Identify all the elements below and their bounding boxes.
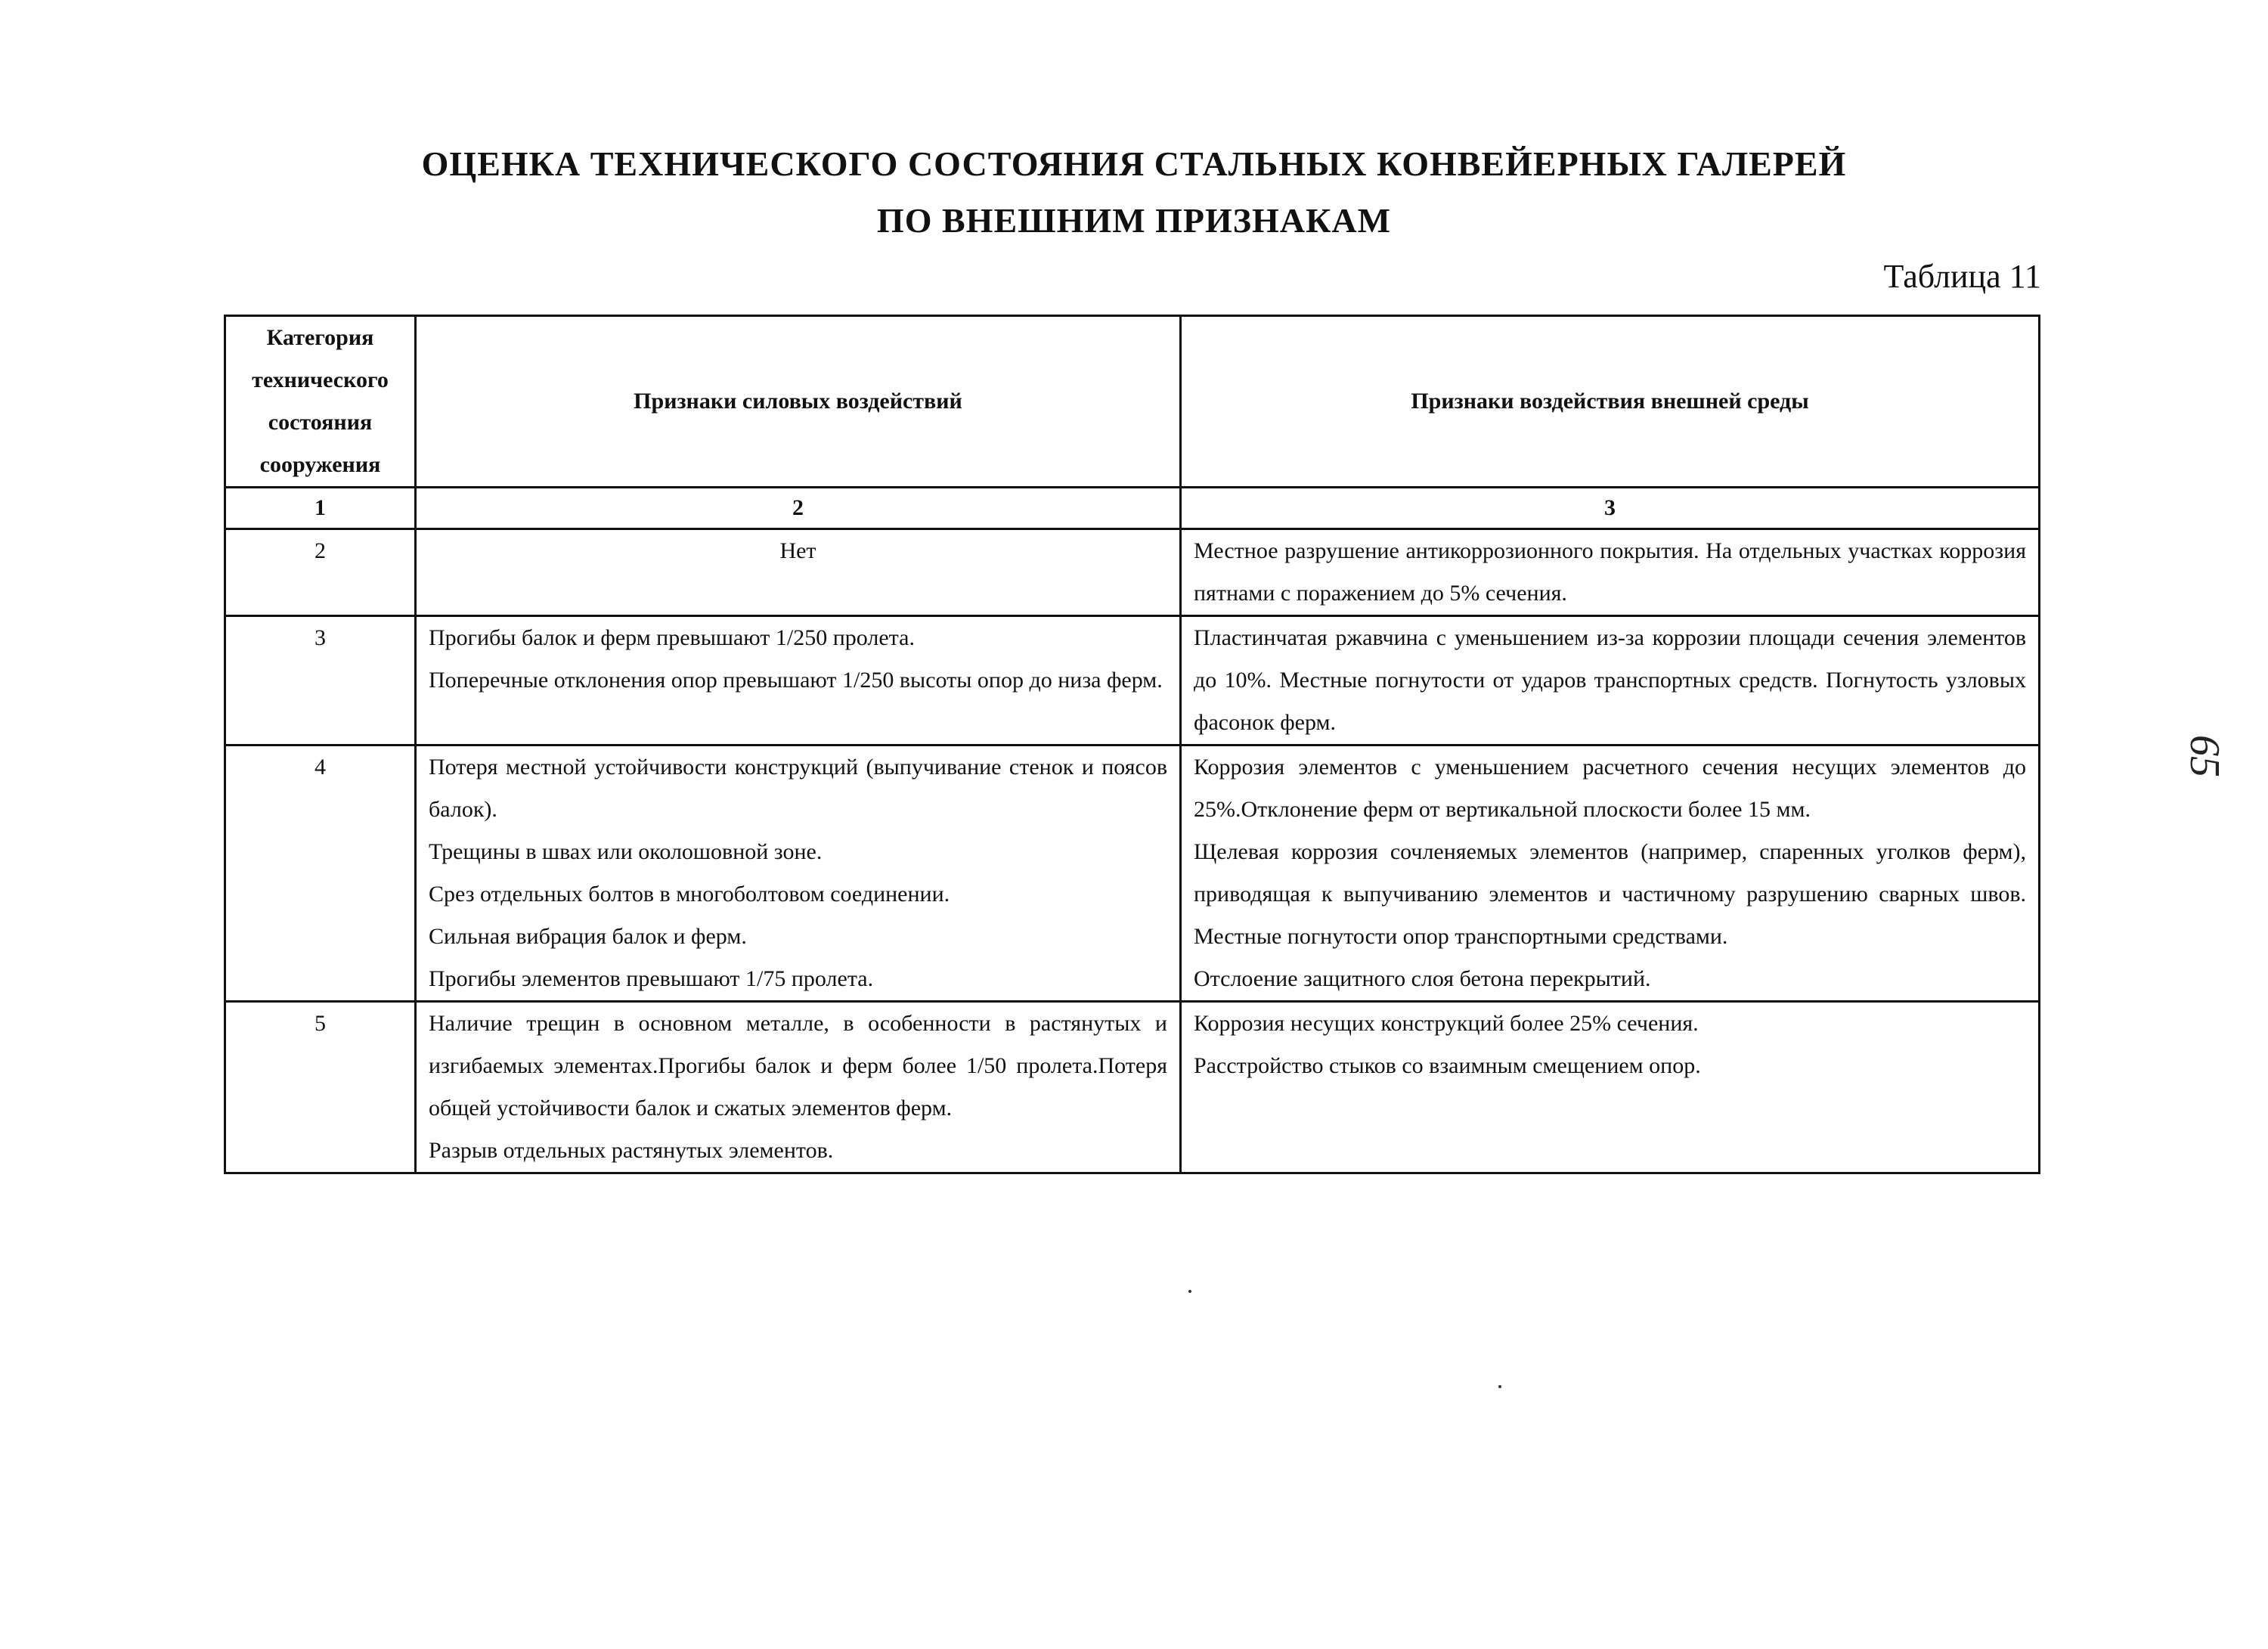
force-sign-text: Срез отдельных болтов в многоболтовом соединении. <box>429 882 950 907</box>
force-signs-cell <box>416 529 1181 616</box>
table-row <box>225 745 2040 1002</box>
environment-signs-cell <box>1181 616 2040 745</box>
column-number: 3 <box>1181 488 2040 529</box>
assessment-table <box>224 315 2040 1174</box>
force-sign-text: Прогибы балок и ферм превышают 1/250 пролета. <box>429 625 915 650</box>
category-cell: 5 <box>225 1002 416 1173</box>
category-cell: 2 <box>225 529 416 616</box>
table-caption: Таблица 11 <box>1883 258 2041 295</box>
table-row <box>225 529 2040 616</box>
environment-sign-text: Щелевая коррозия сочленяемых элементов (например, спаренных уголков ферм), приводящая к выпучиванию элементов и частичному разрушению сварных швов. Местные погнутости опор транспортными средствами. <box>1194 839 2026 949</box>
page-number: 65 <box>2181 735 2228 777</box>
force-sign-text: Потеря местной устойчивости конструкций (выпучивание стенок и поясов балок). <box>429 755 1167 822</box>
force-signs-cell <box>416 1002 1181 1173</box>
header-environment-signs: Признаки воздействия внешней среды <box>1181 316 2040 488</box>
category-cell: 4 <box>225 745 416 1002</box>
column-number: 2 <box>416 488 1181 529</box>
force-sign-text: Сильная вибрация балок и ферм. <box>429 924 747 949</box>
scan-speck <box>1188 1290 1191 1293</box>
force-sign-text: Нет <box>779 538 816 563</box>
force-sign-text: Разрыв отдельных растянутых элементов. <box>429 1138 834 1163</box>
document-title-line-2: ПО ВНЕШНИМ ПРИЗНАКАМ <box>876 201 1392 240</box>
header-force-signs: Признаки силовых воздействий <box>416 316 1181 488</box>
column-number: 1 <box>225 488 416 529</box>
category-cell: 3 <box>225 616 416 745</box>
table-row <box>225 1002 2040 1173</box>
force-sign-text: Прогибы элементов превышают 1/75 пролета. <box>429 966 874 991</box>
environment-sign-text: Коррозия несущих конструкций более 25% сечения. <box>1194 1011 1699 1036</box>
environment-signs-cell <box>1181 1002 2040 1173</box>
environment-signs-cell <box>1181 529 2040 616</box>
force-sign-text: Наличие трещин в основном металле, в особенности в растянутых и изгибаемых элементах.Прогибы балок и ферм более 1/50 пролета.Потеря общей устойчивости балок и сжатых элементов ферм. <box>429 1011 1167 1121</box>
force-sign-text: Поперечные отклонения опор превышают 1/250 высоты опор до низа ферм. <box>429 668 1163 693</box>
table-header-row <box>225 316 2040 488</box>
force-signs-cell <box>416 616 1181 745</box>
environment-sign-text: Пластинчатая ржавчина с уменьшением из-за коррозии площади сечения элементов до 10%. Местные погнутости от ударов транспортных средств. Погнутость узловых фасонок ферм. <box>1194 625 2026 735</box>
environment-sign-text: Отслоение защитного слоя бетона перекрытий. <box>1194 966 1651 991</box>
environment-sign-text: Местное разрушение антикоррозионного покрытия. На отдельных участках коррозия пятнами с поражением до 5% сечения. <box>1194 538 2026 606</box>
force-sign-text: Трещины в швах или околошовной зоне. <box>429 839 823 864</box>
environment-sign-text: Расстройство стыков со взаимным смещением опор. <box>1194 1053 1701 1078</box>
table-row <box>225 616 2040 745</box>
environment-signs-cell <box>1181 745 2040 1002</box>
force-signs-cell <box>416 745 1181 1002</box>
column-number-row <box>225 488 2040 529</box>
document-title-line-1: ОЦЕНКА ТЕХНИЧЕСКОГО СОСТОЯНИЯ СТАЛЬНЫХ КОНВЕЙЕРНЫХ ГАЛЕРЕЙ <box>421 144 1847 183</box>
scan-speck <box>1498 1385 1501 1388</box>
header-category: Категория технического состояния сооружения <box>225 316 416 488</box>
environment-sign-text: Коррозия элементов с уменьшением расчетного сечения несущих элементов до 25%.Отклонение ферм от вертикальной плоскости более 15 мм. <box>1194 755 2026 822</box>
